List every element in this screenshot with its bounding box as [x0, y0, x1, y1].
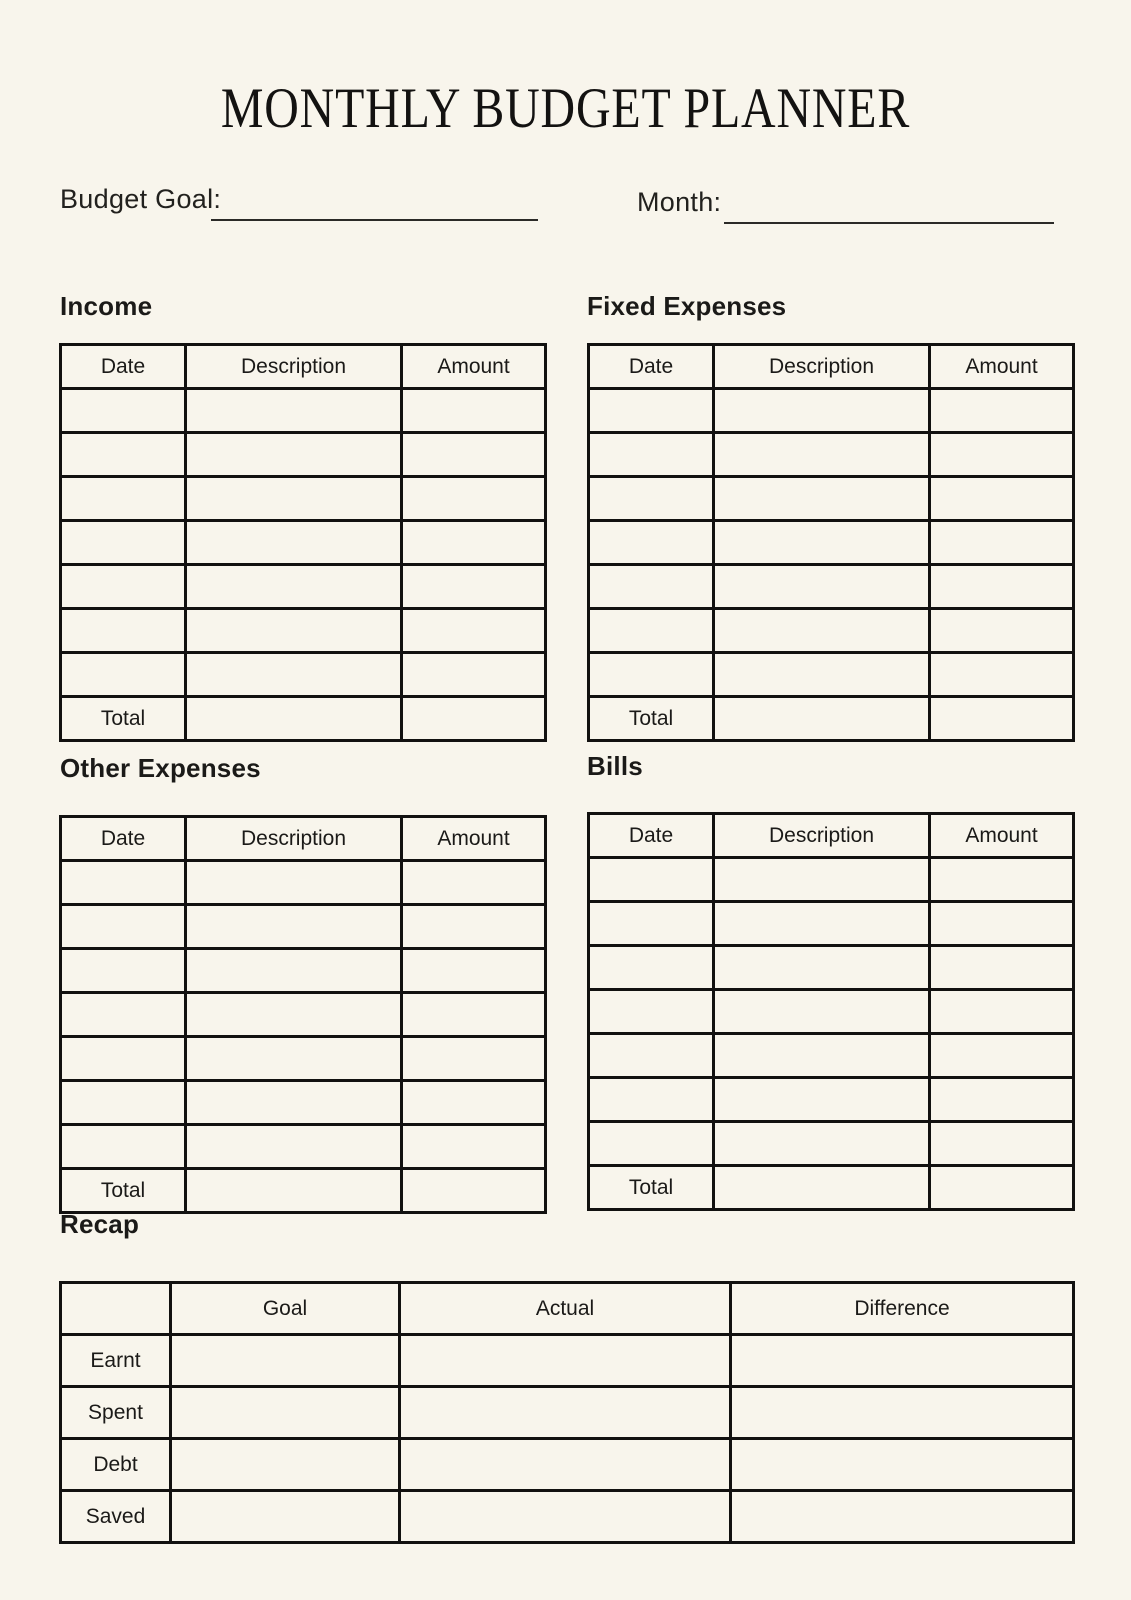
empty-cell	[930, 1078, 1074, 1122]
recap-row-label: Saved	[61, 1491, 171, 1543]
empty-cell	[402, 653, 546, 697]
empty-cell	[400, 1491, 731, 1543]
total-row	[61, 697, 546, 741]
entry-row	[61, 477, 546, 521]
total-row	[589, 1166, 1074, 1210]
empty-cell	[402, 697, 546, 741]
total-label-cell: Total	[589, 1166, 714, 1210]
empty-cell	[930, 609, 1074, 653]
entry-row	[589, 1122, 1074, 1166]
empty-cell	[61, 1125, 186, 1169]
empty-cell	[930, 521, 1074, 565]
entry-row	[589, 565, 1074, 609]
entry-row	[61, 521, 546, 565]
entry-row	[61, 609, 546, 653]
entry-row	[61, 565, 546, 609]
entry-row	[589, 1034, 1074, 1078]
empty-cell	[171, 1439, 400, 1491]
entry-row	[61, 389, 546, 433]
empty-cell	[589, 990, 714, 1034]
empty-cell	[589, 433, 714, 477]
recap-row-label: Debt	[61, 1439, 171, 1491]
bills-table	[587, 812, 1075, 1211]
empty-cell	[61, 389, 186, 433]
total-row	[589, 697, 1074, 741]
empty-cell	[402, 609, 546, 653]
empty-cell	[930, 433, 1074, 477]
empty-cell	[714, 697, 930, 741]
empty-cell	[930, 653, 1074, 697]
entry-row	[589, 609, 1074, 653]
recap-row	[61, 1439, 1074, 1491]
empty-cell	[714, 1166, 930, 1210]
empty-cell	[589, 653, 714, 697]
empty-cell	[400, 1387, 731, 1439]
empty-cell	[61, 905, 186, 949]
empty-cell	[714, 1078, 930, 1122]
empty-cell	[186, 653, 402, 697]
month-label: Month:	[637, 187, 722, 217]
empty-cell	[61, 653, 186, 697]
empty-cell	[186, 1169, 402, 1213]
empty-cell	[589, 1078, 714, 1122]
empty-cell	[589, 946, 714, 990]
entry-row	[589, 946, 1074, 990]
empty-cell	[186, 565, 402, 609]
empty-cell	[400, 1335, 731, 1387]
entry-row	[61, 1125, 546, 1169]
empty-cell	[186, 521, 402, 565]
header-row	[61, 817, 546, 861]
empty-cell	[714, 521, 930, 565]
header-row	[589, 814, 1074, 858]
entry-row	[61, 949, 546, 993]
empty-cell	[186, 609, 402, 653]
entry-row	[61, 905, 546, 949]
empty-cell	[930, 565, 1074, 609]
recap-column-header-actual: Actual	[400, 1283, 731, 1335]
empty-cell	[714, 609, 930, 653]
entry-row	[589, 902, 1074, 946]
empty-cell	[714, 946, 930, 990]
bills-heading: Bills	[587, 751, 643, 781]
empty-cell	[186, 1037, 402, 1081]
recap-header-row	[61, 1283, 1074, 1335]
empty-cell	[61, 433, 186, 477]
empty-cell	[714, 433, 930, 477]
empty-cell	[402, 861, 546, 905]
empty-cell	[186, 1081, 402, 1125]
empty-cell	[186, 861, 402, 905]
other-expenses-table	[59, 815, 547, 1214]
fixed-expenses-table	[587, 343, 1075, 742]
entry-row	[61, 993, 546, 1037]
empty-cell	[930, 902, 1074, 946]
recap-column-header-difference: Difference	[731, 1283, 1074, 1335]
empty-cell	[589, 1034, 714, 1078]
entry-row	[61, 653, 546, 697]
recap-heading: Recap	[60, 1209, 140, 1239]
entry-row	[61, 1037, 546, 1081]
entry-row	[589, 990, 1074, 1034]
column-header-date: Date	[61, 817, 186, 861]
empty-cell	[930, 697, 1074, 741]
empty-cell	[402, 1125, 546, 1169]
recap-column-header-goal: Goal	[171, 1283, 400, 1335]
empty-cell	[61, 521, 186, 565]
entry-row	[589, 521, 1074, 565]
income-heading: Income	[60, 291, 153, 321]
recap-row-label: Spent	[61, 1387, 171, 1439]
empty-cell	[402, 905, 546, 949]
empty-cell	[589, 1122, 714, 1166]
empty-cell	[731, 1335, 1074, 1387]
empty-cell	[402, 565, 546, 609]
empty-cell	[589, 389, 714, 433]
entry-row	[589, 433, 1074, 477]
column-header-description: Description	[186, 345, 402, 389]
empty-cell	[402, 433, 546, 477]
column-header-description: Description	[714, 345, 930, 389]
empty-cell	[61, 1081, 186, 1125]
entry-row	[589, 1078, 1074, 1122]
column-header-date: Date	[61, 345, 186, 389]
entry-row	[61, 1081, 546, 1125]
empty-cell	[589, 902, 714, 946]
empty-cell	[171, 1335, 400, 1387]
entry-row	[61, 433, 546, 477]
empty-cell	[186, 949, 402, 993]
entry-row	[589, 858, 1074, 902]
empty-cell	[930, 389, 1074, 433]
empty-cell	[400, 1439, 731, 1491]
empty-cell	[714, 1034, 930, 1078]
empty-cell	[402, 521, 546, 565]
page-title: MONTHLY BUDGET PLANNER	[220, 77, 911, 140]
empty-cell	[61, 609, 186, 653]
total-row	[61, 1169, 546, 1213]
empty-cell	[61, 949, 186, 993]
income-table	[59, 343, 547, 742]
empty-cell	[731, 1439, 1074, 1491]
empty-cell	[930, 477, 1074, 521]
column-header-amount: Amount	[402, 817, 546, 861]
empty-cell	[186, 477, 402, 521]
column-header-amount: Amount	[402, 345, 546, 389]
total-label-cell: Total	[61, 1169, 186, 1213]
recap-row	[61, 1335, 1074, 1387]
empty-cell	[714, 565, 930, 609]
total-label-cell: Total	[61, 697, 186, 741]
empty-cell	[930, 990, 1074, 1034]
entry-row	[589, 477, 1074, 521]
other-expenses-heading: Other Expenses	[60, 753, 261, 783]
column-header-description: Description	[714, 814, 930, 858]
empty-cell	[186, 389, 402, 433]
empty-cell	[714, 902, 930, 946]
header-row	[61, 345, 546, 389]
empty-cell	[171, 1387, 400, 1439]
empty-cell	[171, 1491, 400, 1543]
entry-row	[61, 861, 546, 905]
column-header-description: Description	[186, 817, 402, 861]
empty-cell	[402, 1081, 546, 1125]
empty-cell	[589, 477, 714, 521]
recap-row	[61, 1491, 1074, 1543]
empty-cell	[731, 1387, 1074, 1439]
header-row	[589, 345, 1074, 389]
empty-cell	[714, 477, 930, 521]
empty-cell	[589, 858, 714, 902]
fixed-expenses-heading: Fixed Expenses	[587, 291, 787, 321]
recap-row-label: Earnt	[61, 1335, 171, 1387]
empty-cell	[61, 1037, 186, 1081]
entry-row	[589, 653, 1074, 697]
column-header-date: Date	[589, 814, 714, 858]
recap-row	[61, 1387, 1074, 1439]
empty-cell	[714, 1122, 930, 1166]
empty-cell	[930, 946, 1074, 990]
empty-cell	[61, 477, 186, 521]
empty-cell	[930, 1122, 1074, 1166]
empty-cell	[930, 858, 1074, 902]
empty-cell	[186, 697, 402, 741]
empty-cell	[589, 565, 714, 609]
recap-corner-cell	[61, 1283, 171, 1335]
empty-cell	[186, 1125, 402, 1169]
empty-cell	[589, 521, 714, 565]
empty-cell	[186, 433, 402, 477]
empty-cell	[714, 653, 930, 697]
month-line	[724, 222, 1054, 224]
empty-cell	[402, 949, 546, 993]
empty-cell	[61, 861, 186, 905]
empty-cell	[186, 993, 402, 1037]
empty-cell	[402, 1037, 546, 1081]
empty-cell	[731, 1491, 1074, 1543]
empty-cell	[930, 1034, 1074, 1078]
empty-cell	[402, 477, 546, 521]
empty-cell	[714, 858, 930, 902]
column-header-date: Date	[589, 345, 714, 389]
empty-cell	[930, 1166, 1074, 1210]
empty-cell	[402, 389, 546, 433]
entry-row	[589, 389, 1074, 433]
budget-goal-line	[211, 219, 538, 221]
total-label-cell: Total	[589, 697, 714, 741]
empty-cell	[714, 990, 930, 1034]
column-header-amount: Amount	[930, 814, 1074, 858]
budget-goal-label: Budget Goal:	[60, 184, 222, 214]
empty-cell	[61, 993, 186, 1037]
empty-cell	[714, 389, 930, 433]
empty-cell	[589, 609, 714, 653]
empty-cell	[61, 565, 186, 609]
empty-cell	[402, 1169, 546, 1213]
recap-table	[59, 1281, 1075, 1544]
empty-cell	[402, 993, 546, 1037]
column-header-amount: Amount	[930, 345, 1074, 389]
empty-cell	[186, 905, 402, 949]
